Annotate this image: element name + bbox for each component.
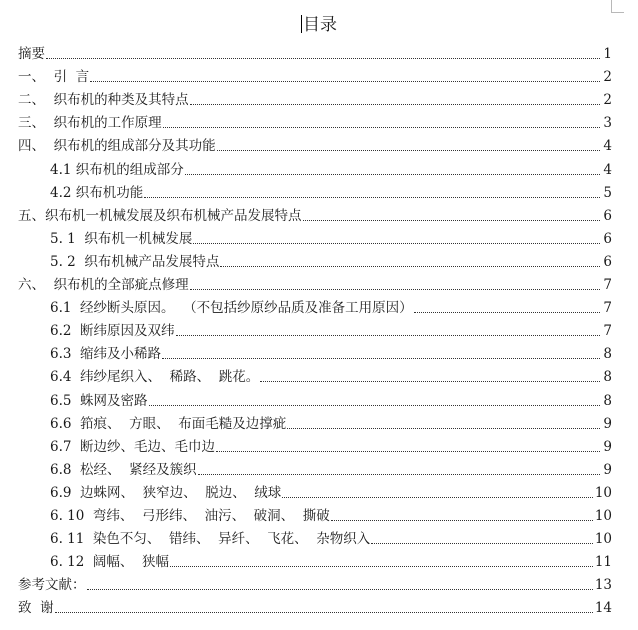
toc-entry-page-number: 2: [603, 92, 612, 109]
toc-entry-text: 6.6 筘痕、 方眼、 布面毛糙及边撑疵: [50, 415, 287, 432]
toc-entry[interactable]: [18, 248, 612, 271]
toc-entry-text: 一、 引 言: [18, 69, 90, 86]
toc-entry-page-number: 10: [594, 507, 612, 524]
text-cursor: [301, 15, 302, 33]
dot-leader: [414, 311, 600, 313]
toc-entry-text: 三、 织布机的工作原理: [18, 115, 162, 132]
toc-entry[interactable]: [18, 132, 612, 155]
toc-entry[interactable]: [18, 363, 612, 386]
toc-entry[interactable]: [18, 294, 612, 317]
toc-entry[interactable]: [18, 340, 612, 363]
toc-entry-text: 6.1 经纱断头原因。 （不包括纱原纱品质及准备工用原因）: [50, 300, 413, 317]
toc-entry-page-number: 6: [603, 207, 612, 224]
toc-entry-page-number: 9: [603, 438, 612, 455]
toc-entry-page-number: 6: [603, 253, 612, 270]
toc-entry-page-number: 10: [594, 484, 612, 501]
dot-leader: [260, 380, 600, 382]
toc-entry-text: 摘要: [18, 46, 45, 63]
toc-entry[interactable]: [18, 594, 612, 617]
toc-entry-page-number: 5: [603, 184, 612, 201]
toc-entry[interactable]: [18, 86, 612, 109]
toc-entry-page-number: 8: [603, 346, 612, 363]
dot-leader: [55, 611, 593, 613]
toc-entry-page-number: 8: [603, 369, 612, 386]
dot-leader: [216, 450, 600, 452]
toc-entry-page-number: 1: [603, 46, 612, 63]
toc-entry-text: 四、 织布机的组成部分及其功能: [18, 138, 216, 155]
toc-entry[interactable]: [18, 179, 612, 202]
toc-entry-text: 4.1 织布机的组成部分: [50, 161, 184, 178]
toc-entry[interactable]: [18, 317, 612, 340]
dot-leader: [87, 588, 593, 590]
toc-entry-page-number: 3: [603, 115, 612, 132]
toc-entry-page-number: 7: [603, 277, 612, 294]
toc-entry-text: 4.2 织布机功能: [50, 184, 144, 201]
dot-leader: [144, 196, 600, 198]
toc-entry-text: 6.5 蛛网及密路: [50, 392, 148, 409]
toc-entry-page-number: 10: [594, 531, 612, 548]
toc-entry-text: 五、织布机一机械发展及织布机械产品发展特点: [18, 207, 302, 224]
dot-leader: [176, 334, 600, 336]
dot-leader: [193, 242, 600, 244]
dot-leader: [190, 288, 600, 290]
dot-leader: [190, 103, 600, 105]
dot-leader: [185, 173, 600, 175]
toc-entry-page-number: 9: [603, 461, 612, 478]
table-of-contents: [18, 40, 612, 617]
dot-leader: [220, 265, 600, 267]
toc-entry[interactable]: [18, 155, 612, 178]
toc-entry-page-number: 11: [594, 554, 612, 571]
toc-entry[interactable]: [18, 63, 612, 86]
toc-entry-page-number: 2: [603, 69, 612, 86]
toc-entry-text: 致 谢: [18, 600, 54, 617]
dot-leader: [149, 404, 600, 406]
toc-entry-page-number: 14: [594, 600, 612, 617]
toc-entry[interactable]: [18, 386, 612, 409]
toc-entry-text: 5. 1 织布机一机械发展: [50, 230, 193, 247]
dot-leader: [162, 357, 600, 359]
dot-leader: [371, 542, 593, 544]
toc-entry-text: 6.9 边蛛网、 狭窄边、 脱边、 绒球: [50, 484, 282, 501]
toc-entry-text: 六、 织布机的全部疵点修理: [18, 277, 189, 294]
toc-entry-text: 6.8 松经、 紧经及簇织: [50, 461, 197, 478]
toc-entry-page-number: 9: [603, 415, 612, 432]
toc-entry-text: 5. 2 织布机械产品发展特点: [50, 253, 220, 270]
toc-title: 目录: [303, 15, 337, 35]
toc-entry[interactable]: [18, 109, 612, 132]
toc-entry[interactable]: [18, 548, 612, 571]
toc-entry-page-number: 4: [603, 161, 612, 178]
toc-entry-page-number: 6: [603, 230, 612, 247]
dot-leader: [217, 149, 600, 151]
toc-entry-text: 6. 10 弯纬、 弓形纬、 油污、 破洞、 撕破: [50, 507, 330, 524]
dot-leader: [198, 473, 600, 475]
toc-entry[interactable]: [18, 571, 612, 594]
toc-entry-page-number: 13: [594, 577, 612, 594]
page-corner-marker: [611, 0, 624, 13]
toc-entry[interactable]: [18, 225, 612, 248]
toc-entry-page-number: 8: [603, 392, 612, 409]
dot-leader: [287, 427, 600, 429]
toc-entry[interactable]: [18, 40, 612, 63]
dot-leader: [282, 496, 593, 498]
toc-entry-text: 6.2 断纬原因及双纬: [50, 323, 175, 340]
toc-entry[interactable]: [18, 525, 612, 548]
toc-entry-page-number: 4: [603, 138, 612, 155]
dot-leader: [46, 57, 600, 59]
toc-entry-text: 6.4 纬纱尾织入、 稀路、 跳花。: [50, 369, 260, 386]
dot-leader: [331, 519, 593, 521]
toc-entry-text: 6. 11 染色不匀、 错纬、 异纤、 飞花、 杂物织入: [50, 531, 371, 548]
toc-entry-text: 6.7 断边纱、毛边、毛巾边: [50, 438, 216, 455]
toc-entry[interactable]: [18, 202, 612, 225]
dot-leader: [163, 126, 600, 128]
toc-entry[interactable]: [18, 502, 612, 525]
toc-entry[interactable]: [18, 410, 612, 433]
toc-entry-text: 6. 12 阔幅、 狭幅: [50, 554, 170, 571]
dot-leader: [170, 565, 593, 567]
toc-entry[interactable]: [18, 456, 612, 479]
toc-entry-text: 参考文献：: [18, 577, 86, 594]
dot-leader: [303, 219, 601, 221]
toc-entry[interactable]: [18, 433, 612, 456]
toc-entry[interactable]: [18, 479, 612, 502]
toc-entry-text: 二、 织布机的种类及其特点: [18, 92, 189, 109]
toc-title-line: [0, 14, 638, 36]
toc-entry-page-number: 7: [603, 300, 612, 317]
toc-entry-page-number: 7: [603, 323, 612, 340]
toc-entry-text: 6.3 缩纬及小稀路: [50, 346, 162, 363]
dot-leader: [90, 80, 600, 82]
toc-entry[interactable]: [18, 271, 612, 294]
